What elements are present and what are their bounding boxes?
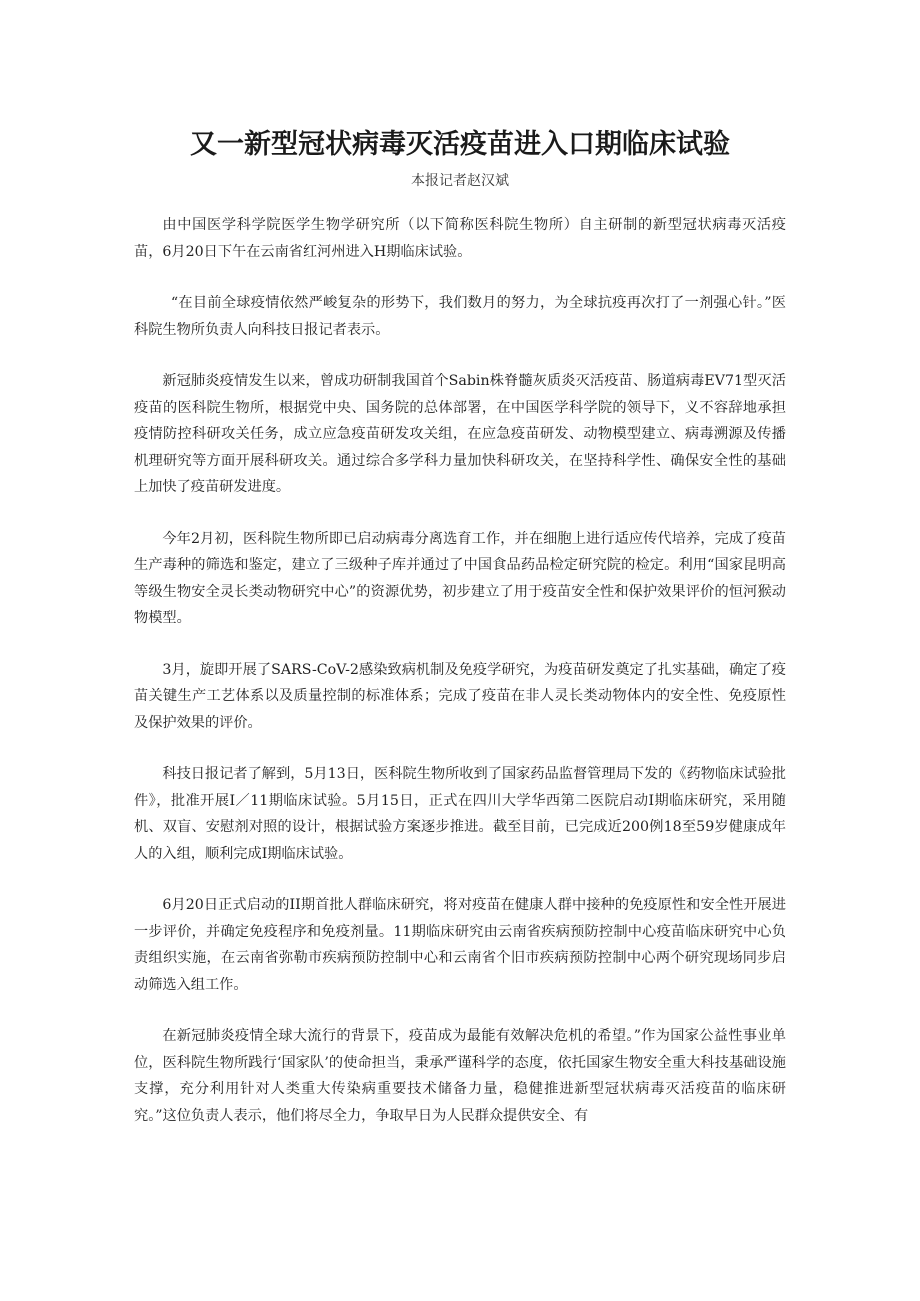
paragraph-7: 6月20日正式启动的II期首批人群临床研究，将对疫苗在健康人群中接种的免疫原性和安全性开展进一步评价，并确定免疫程序和免疫剂量。11期临床研究由云南省疾病预防控制中心疫苗临床研究中心负责组织实施，在云南省弥勒市疾病预防控制中心和云南省个旧市疾病预防控制中心两个研究现场同步启动筛选入组工作。 xyxy=(134,897,786,993)
article-byline: 本报记者赵汉斌 xyxy=(411,173,509,189)
article-title: 又一新型冠状病毒灭活疫苗进入口期临床试验 xyxy=(190,129,730,160)
article-body xyxy=(134,212,786,1154)
paragraph-3: 新冠肺炎疫情发生以来，曾成功研制我国首个Sabin株脊髓灰质炎灭活疫苗、肠道病毒EV71型灭活疫苗的医科院生物所，根据党中央、国务院的总体部署，在中国医学科学院的领导下，义不容辞地承担疫情防控科研攻关任务，成立应急疫苗研发攻关组，在应急疫苗研发、动物模型建立、病毒溯源及传播机理研究等方面开展科研攻关。通过综合多学科力量加快科研攻关，在坚持科学性、确保安全性的基础上加快了疫苗研发进度。 xyxy=(134,373,786,495)
paragraph-5: 3月，旋即开展了SARS-CoV-2感染致病机制及免疫学研究，为疫苗研发奠定了扎实基础，确定了疫苗关键生产工艺体系以及质量控制的标准体系；完成了疫苗在非人灵长类动物体内的安全性、免疫原性及保护效果的评价。 xyxy=(134,661,786,731)
paragraph-1: 由中国医学科学院医学生物学研究所（以下简称医科院生物所）自主研制的新型冠状病毒灭活疫苗，6月20日下午在云南省红河州进入H期临床试验。 xyxy=(134,217,786,260)
paragraph-8: 在新冠肺炎疫情全球大流行的背景下，疫苗成为最能有效解决危机的希望。”作为国家公益性事业单位，医科院生物所践行‘国家队’的使命担当，秉承严谨科学的态度，依托国家生物安全重大科技基础设施支撑，充分利用针对人类重大传染病重要技术储备力量，稳健推进新型冠状病毒灭活疫苗的临床研究。”这位负责人表示，他们将尽全力，争取早日为人民群众提供安全、有 xyxy=(134,1028,786,1124)
paragraph-6: 科技日报记者了解到，5月13日，医科院生物所收到了国家药品监督管理局下发的《药物临床试验批件》，批准开展I／11期临床试验。5月15日，正式在四川大学华西第二医院启动I期临床研究，采用随机、双盲、安慰剂对照的设计，根据试验方案逐步推进。截至目前，已完成近200例18至59岁健康成年人的入组，顺利完成I期临床试验。 xyxy=(134,766,786,862)
paragraph-2: “在目前全球疫情依然严峻复杂的形势下，我们数月的努力，为全球抗疫再次打了一剂强心针。”医科院生物所负责人向科技日报记者表示。 xyxy=(134,295,786,338)
paragraph-4: 今年2月初，医科院生物所即已启动病毒分离选育工作，并在细胞上进行适应传代培养，完成了疫苗生产毒种的筛选和鉴定，建立了三级种子库并通过了中国食品药品检定研究院的检定。利用“国家昆明高等级生物安全灵长类动物研究中心”的资源优势，初步建立了用于疫苗安全性和保护效果评价的恒河猴动物模型。 xyxy=(134,530,786,626)
